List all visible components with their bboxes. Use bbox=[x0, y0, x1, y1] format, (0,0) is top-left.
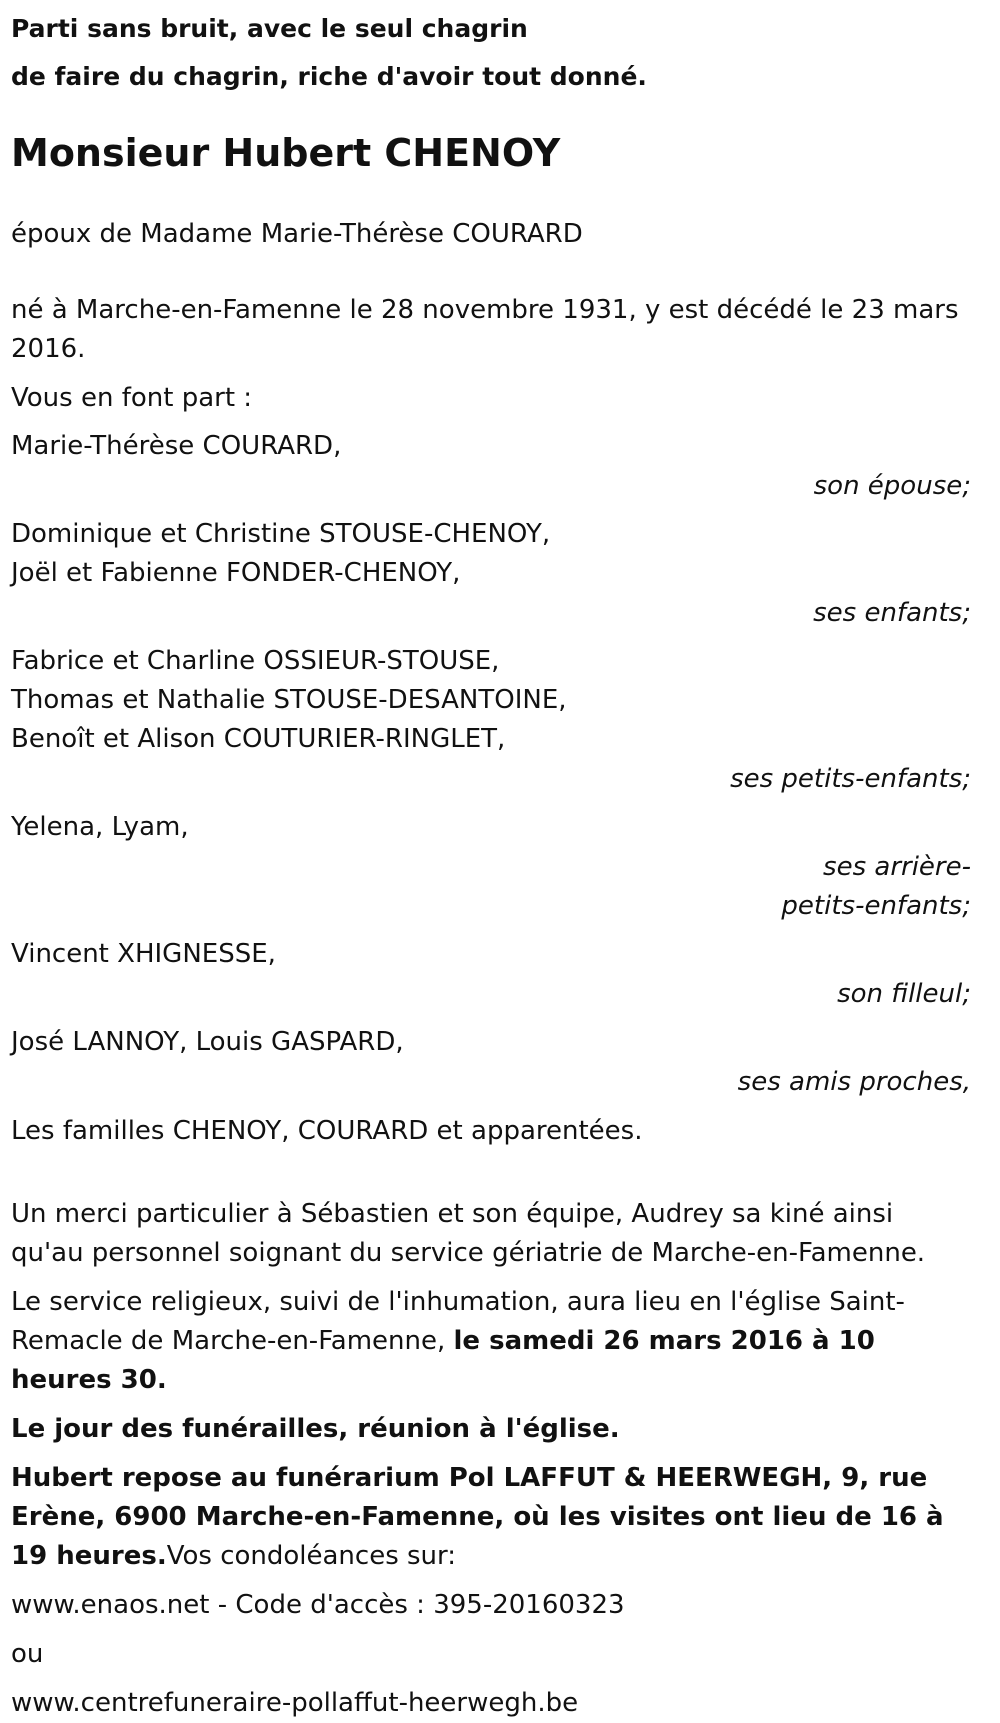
birth-death-line: né à Marche-en-Famenne le 28 novembre 1931, y est décédé le 23 mars 2016. bbox=[11, 295, 959, 364]
service-date: le samedi 26 mars 2016 à 10 heures 30. bbox=[11, 1326, 875, 1395]
relative-name: Vincent XHIGNESSE, bbox=[11, 939, 276, 969]
relation-label: ses petits-enfants; bbox=[730, 764, 971, 794]
relative-name: Fabrice et Charline OSSIEUR-STOUSE, bbox=[11, 646, 500, 676]
epitaph-line-2: de faire du chagrin, riche d'avoir tout donné. bbox=[11, 62, 647, 91]
relative-group bbox=[11, 808, 971, 926]
service-paragraph bbox=[11, 1283, 971, 1400]
obituary-notice bbox=[11, 5, 971, 1723]
relation-label: son épouse; bbox=[813, 471, 971, 501]
thanks-paragraph: Un merci particulier à Sébastien et son équipe, Audrey sa kiné ainsi qu'au personnel soignant du service gériatrie de Marche-en-Famenne. bbox=[11, 1199, 926, 1268]
relative-name: Benoît et Alison COUTURIER-RINGLET, bbox=[11, 724, 506, 754]
relation-label: son filleul; bbox=[837, 979, 971, 1009]
announce-intro: Vous en font part : bbox=[11, 383, 253, 413]
families-line: Les familles CHENOY, COURARD et apparentées. bbox=[11, 1116, 643, 1146]
relative-name: Yelena, Lyam, bbox=[11, 812, 189, 842]
relative-group bbox=[11, 427, 971, 506]
spouse-line: époux de Madame Marie-Thérèse COURARD bbox=[11, 219, 583, 249]
relative-name: Joël et Fabienne FONDER-CHENOY, bbox=[11, 558, 461, 588]
relative-group bbox=[11, 642, 971, 799]
condolence-site-enaos: www.enaos.net - Code d'accès : 395-20160323 bbox=[11, 1590, 625, 1620]
relative-name: Marie-Thérèse COURARD, bbox=[11, 431, 342, 461]
relatives-list bbox=[11, 427, 971, 1102]
relation-label: ses amis proches, bbox=[737, 1067, 971, 1097]
relative-group bbox=[11, 1023, 971, 1102]
relative-name: José LANNOY, Louis GASPARD, bbox=[11, 1027, 404, 1057]
relative-name: Dominique et Christine STOUSE-CHENOY, bbox=[11, 519, 551, 549]
funeral-home-info: Hubert repose au funérarium Pol LAFFUT & HEERWEGH, 9, rue Erène, 6900 Marche-en-Famenne, où les visites ont lieu de 16 à 19 heures. bbox=[11, 1463, 944, 1571]
or-word: ou bbox=[11, 1639, 44, 1669]
epitaph-line-1: Parti sans bruit, avec le seul chagrin bbox=[11, 14, 528, 43]
condolence-intro: Vos condoléances sur: bbox=[166, 1541, 457, 1571]
relative-group bbox=[11, 935, 971, 1014]
service-text: Le service religieux, suivi de l'inhumation, aura lieu en l'église Saint-Remacle de Marche-en-Famenne, bbox=[11, 1287, 905, 1356]
deceased-name: Monsieur Hubert CHENOY bbox=[11, 131, 561, 175]
relation-label: ses enfants; bbox=[813, 598, 971, 628]
condolence-site-funeral-home: www.centrefuneraire-pollaffut-heerwegh.be bbox=[11, 1688, 579, 1718]
gathering-line: Le jour des funérailles, réunion à l'église. bbox=[11, 1414, 620, 1444]
relation-label: ses arrière-petits-enfants; bbox=[781, 852, 971, 921]
relative-name: Thomas et Nathalie STOUSE-DESANTOINE, bbox=[11, 685, 567, 715]
relative-group bbox=[11, 515, 971, 633]
funeral-home-paragraph bbox=[11, 1459, 971, 1576]
